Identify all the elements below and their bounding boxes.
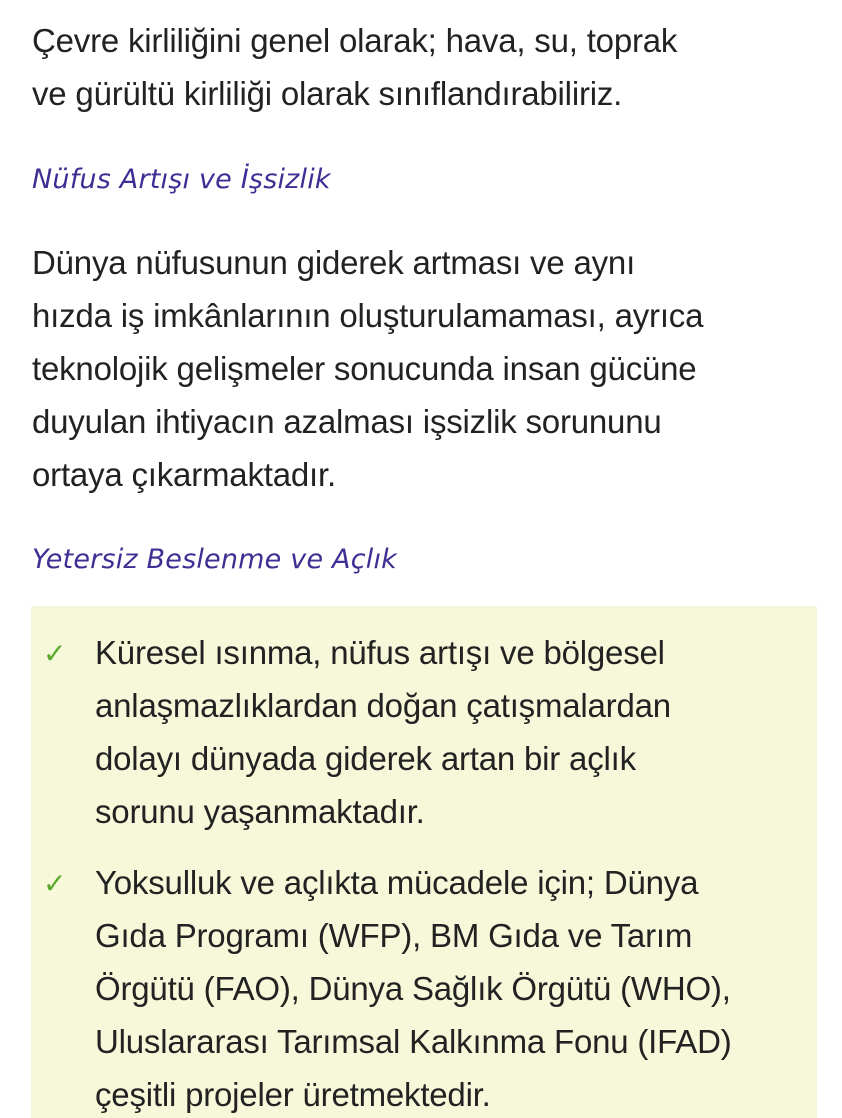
section-paragraph-nufus-artisi: Dünya nüfusunun giderek artması ve aynı hızda iş imkânlarının oluşturulamaması, ayrıca teknolojik gelişmeler sonucunda insan gücüne duyulan ihtiyacın azalması işsizlik sorununu ortaya çıkarmaktadır.: [32, 244, 704, 493]
check-icon: ✓: [43, 637, 67, 670]
section-heading-yetersiz-beslenme: Yetersiz Beslenme ve Açlık: [32, 544, 398, 575]
list-item-text: Küresel ısınma, nüfus artışı ve bölgesel anlaşmazlıklardan doğan çatışmalardan dolayı dünyada giderek artan bir açlık sorunu yaşanmaktadır.: [95, 634, 671, 830]
highlight-note-box: [31, 606, 817, 1118]
list-item-text: Yoksulluk ve açlıkta mücadele için; Dünya Gıda Programı (WFP), BM Gıda ve Tarım Örgütü (FAO), Dünya Sağlık Örgütü (WHO), Uluslararası Tarımsal Kalkınma Fonu (IFAD) çeşitli projeler üretmektedir.: [95, 864, 732, 1113]
check-icon: ✓: [43, 867, 67, 900]
section-heading-nufus-artisi: Nüfus Artışı ve İşsizlik: [32, 164, 331, 195]
intro-paragraph: Çevre kirliliğini genel olarak; hava, su, toprak ve gürültü kirliliği olarak sınıflandırabiliriz.: [32, 22, 678, 112]
